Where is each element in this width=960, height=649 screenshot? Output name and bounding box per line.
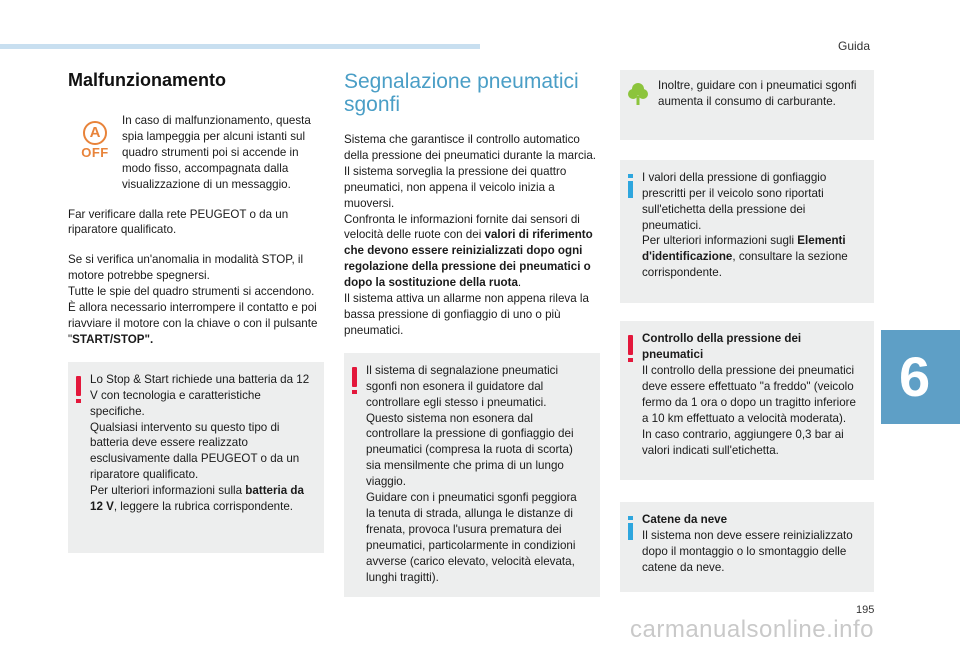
off-indicator-row [68, 113, 324, 193]
battery-ref-bold: batteria da 12 V [90, 484, 304, 514]
chapter-tab [881, 330, 960, 424]
pressure-check-line-1: Il controllo della pressione dei pneumatici deve essere effettuato "a freddo" (veicolo fermo da 1 ora o dopo un tragitto inferiore a 10 km effettuato a velocità moderata). [642, 363, 856, 425]
tyres-p3-prefix: Confronta le informazioni fornite dai sensori di velocità delle ruote con dei [344, 212, 580, 242]
malfunction-paragraph-1: In caso di malfunzionamento, questa spia lampeggia per alcuni istanti sul quadro strumenti poi si accende in modo fisso, accompagnata dalla visualizzazione di un messaggio. [122, 114, 311, 191]
battery-ref-suffix: , leggere la rubrica corrispondente. [113, 500, 294, 514]
info-pressure-line-1: I valori della pressione di gonfiaggio prescritti per il veicolo sono riportati sull'etichetta della pressione dei pneumatici. [642, 170, 827, 232]
pressure-check-warning-box [620, 321, 874, 480]
snow-chains-title-text: Catene da neve [642, 513, 728, 527]
info-icon [628, 516, 633, 540]
tyres-paragraph-3 [344, 212, 600, 292]
tyres-warning-line-3: Guidare con i pneumatici sgonfi peggiora la tenuta di strada, allunga le distanze di frenata, provoca l'usura prematura dei pneumatici, particolarmente in condizioni avverse (carico elevato, velocità elevata, lunghi tragitti). [366, 491, 577, 584]
tyres-p3-bold: valori di riferimento che devono essere reinizializzati dopo ogni regolazione della pressione dei pneumatici o dopo la sostituzione della ruota [344, 228, 593, 290]
pressure-check-title-text: Controllo della pressione dei pneumatici [642, 332, 802, 362]
pressure-check-line-2: In caso contrario, aggiungere 0,3 bar ai valori indicati sull'etichetta. [642, 427, 844, 457]
warning-icon [628, 335, 633, 355]
section-title-malfunction: Malfunzionamento [68, 70, 226, 90]
section-title-tyres: Segnalazione pneumatici sgonfi [344, 70, 579, 116]
watermark: carmanualsonline.info [630, 616, 874, 643]
battery-warning-line-3 [90, 483, 312, 515]
page-number: 195 [856, 604, 875, 616]
battery-ref-prefix: Per ulteriori informazioni sulla [90, 484, 246, 498]
eco-box [620, 70, 874, 140]
eco-text: Inoltre, guidare con i pneumatici sgonfi aumenta il consumo di carburante. [658, 79, 857, 108]
malfunction-paragraph-2: Far verificare dalla rete PEUGEOT o da un riparatore qualificato. [68, 207, 289, 237]
header-accent-bar [0, 44, 480, 49]
malfunction-paragraph-3 [68, 252, 324, 347]
column-tyre-warning [344, 70, 600, 597]
tyres-paragraph-4: Il sistema attiva un allarme non appena rileva la bassa pressione di gonfiaggio di uno o più pneumatici. [344, 292, 589, 337]
warning-icon [76, 376, 81, 396]
stop-mode-line: Se si verifica un'anomalia in modalità STOP, il motore potrebbe spegnersi. [68, 253, 304, 283]
start-stop-label: START/STOP". [72, 332, 154, 346]
pressure-check-title [642, 331, 862, 363]
info-ref-bold: Elementi d'identificazione [642, 234, 846, 264]
battery-warning-line-1: Lo Stop & Start richiede una batteria da 12 V con tecnologia e caratteristiche specifiche. [90, 372, 310, 418]
tyres-warning-box [344, 353, 600, 598]
tyres-warning-line-1: Il sistema di segnalazione pneumatici sgonfi non esonera il guidatore dal controllare egli stesso i pneumatici. [366, 363, 559, 409]
info-box-pressure-values [620, 160, 874, 303]
tyres-paragraph-1: Sistema che garantisce il controllo automatico della pressione dei pneumatici durante la marcia. [344, 133, 596, 162]
column-malfunction [68, 70, 324, 553]
info-pressure-line-2 [642, 233, 862, 281]
info-ref-prefix: Per ulteriori informazioni sugli [642, 234, 798, 248]
column-notes [620, 70, 874, 592]
info-ref-suffix: , consultare la sezione corrispondente. [642, 250, 848, 280]
battery-warning-line-2: Qualsiasi intervento su questo tipo di batteria deve essere realizzato esclusivamente dalla PEUGEOT o da un riparatore qualificato. [90, 420, 300, 482]
a-off-icon [68, 121, 122, 160]
lights-on-line: Tutte le spie del quadro strumenti si accendono. [68, 285, 315, 299]
tyres-warning-line-2: Questo sistema non esonera dal controllare la pressione di gonfiaggio dei pneumatici (compresa la ruota di scorta) sia mensilmente che prima di un lungo viaggio. [366, 411, 574, 489]
info-icon [628, 174, 633, 198]
off-text: OFF [81, 145, 109, 160]
chapter-number: 6 [899, 345, 931, 408]
restart-line: È allora necessario interrompere il contatto e poi riavviare il motore con la chiave o con il pulsante " [68, 301, 318, 346]
battery-warning-box [68, 362, 324, 553]
snow-chains-line-1: Il sistema non deve essere reinizializzato dopo il montaggio o lo smontaggio delle catene da neve. [642, 529, 853, 575]
warning-icon [352, 367, 357, 387]
a-letter: A [83, 121, 107, 145]
tyres-p3-end: . [517, 276, 522, 290]
tyres-paragraph-2: Il sistema sorveglia la pressione dei quattro pneumatici, non appena il veicolo inizia a muoversi. [344, 164, 567, 210]
tree-icon [628, 82, 648, 106]
section-label: Guida [838, 39, 871, 53]
snow-chains-title [642, 512, 862, 528]
snow-chains-info-box [620, 502, 874, 592]
